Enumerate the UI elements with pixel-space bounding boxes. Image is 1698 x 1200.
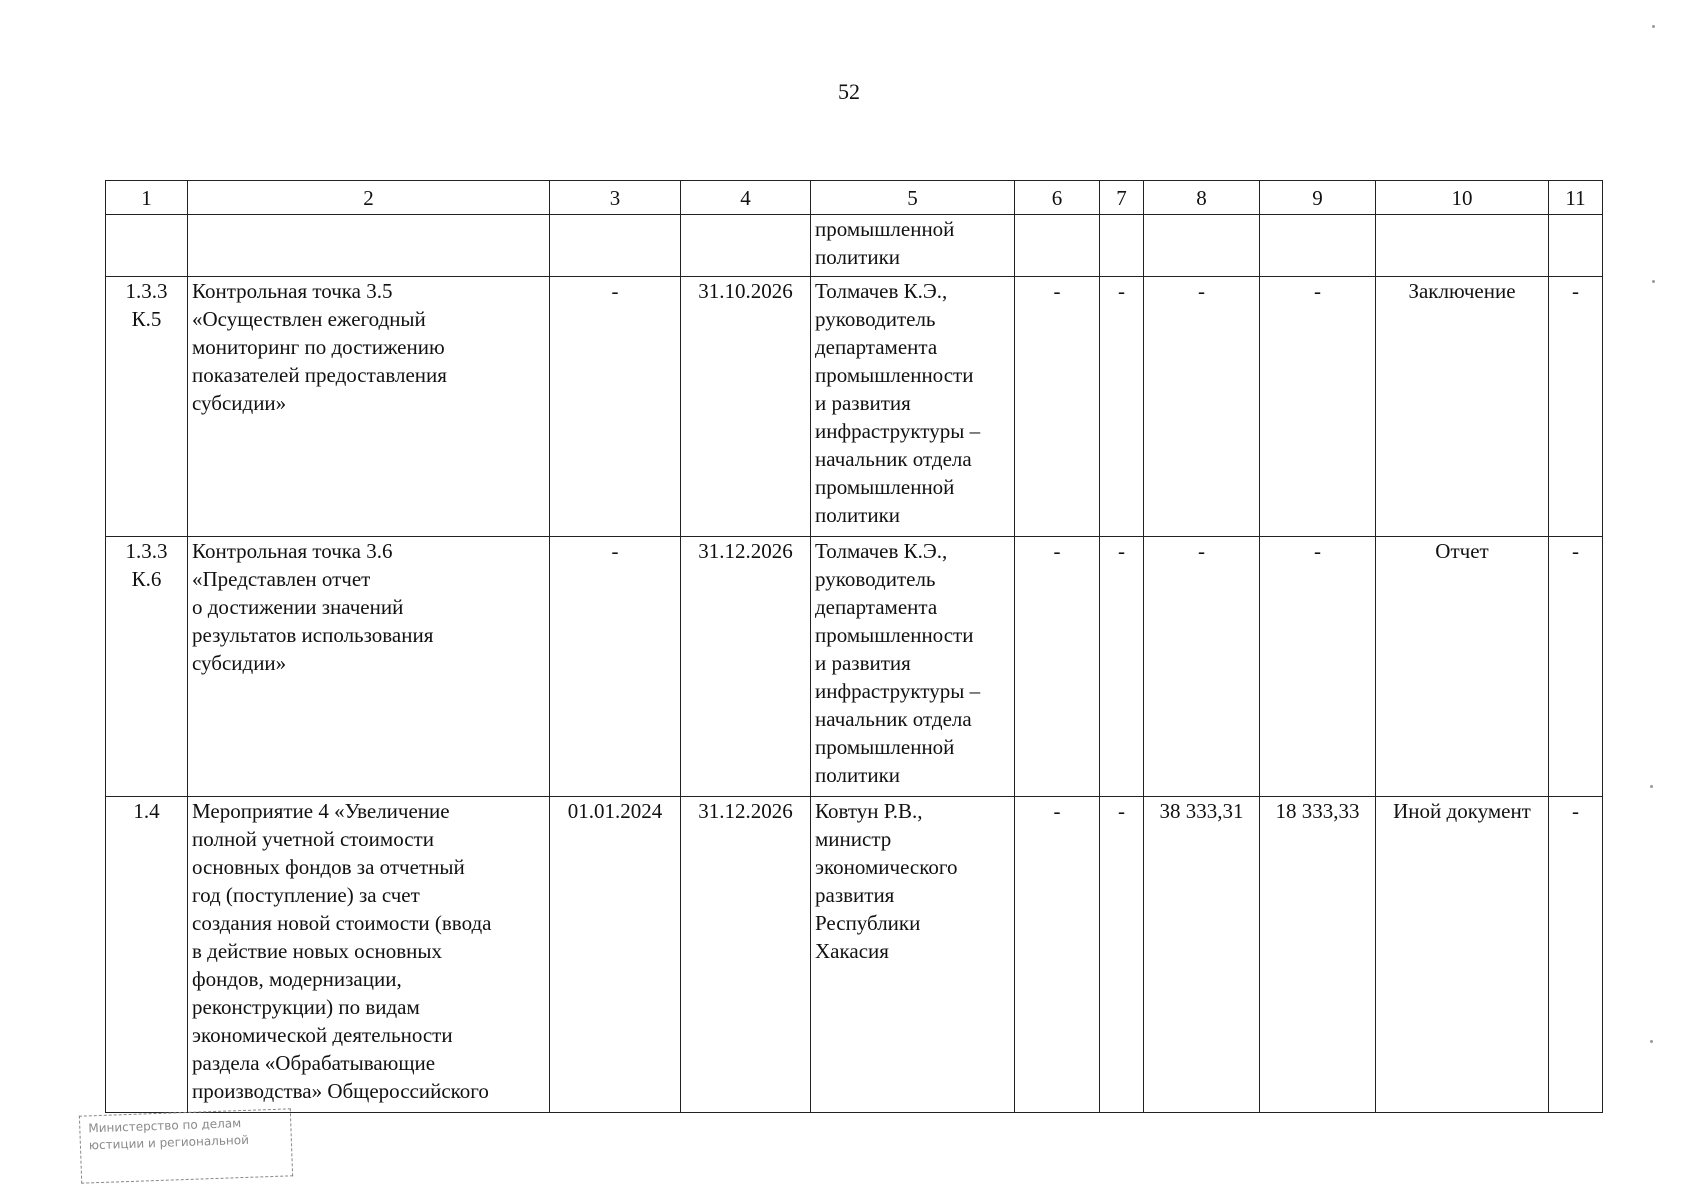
responsible-cell: промышленной политики (811, 215, 1015, 277)
item-name-cell: Контрольная точка 3.5 «Осуществлен ежегодный мониторинг по достижению показателей предоставления субсидии» (188, 277, 550, 537)
end-date-cell: 31.12.2026 (681, 797, 811, 1113)
item-name-cell (188, 215, 550, 277)
col7-cell: - (1100, 277, 1144, 537)
table-row (106, 537, 1603, 797)
column-number: 6 (1015, 181, 1100, 215)
scan-dot (1650, 1040, 1653, 1043)
column-number: 4 (681, 181, 811, 215)
responsible-cell: Толмачев К.Э., руководитель департамента промышленности и развития инфраструктуры – начальник отдела промышленной политики (811, 277, 1015, 537)
registration-stamp (79, 1108, 293, 1183)
column-number: 3 (550, 181, 681, 215)
col6-cell: - (1015, 537, 1100, 797)
col7-cell: - (1100, 537, 1144, 797)
column-number: 10 (1376, 181, 1549, 215)
plan-table (105, 180, 1603, 1113)
scan-dot (1652, 25, 1655, 28)
column-number: 11 (1549, 181, 1603, 215)
col7-cell: - (1100, 797, 1144, 1113)
col8-cell: - (1144, 537, 1260, 797)
start-date-cell: 01.01.2024 (550, 797, 681, 1113)
end-date-cell: 31.10.2026 (681, 277, 811, 537)
column-number-row (106, 181, 1603, 215)
scan-dot (1652, 280, 1655, 283)
col8-cell: - (1144, 277, 1260, 537)
col8-cell: 38 333,31 (1144, 797, 1260, 1113)
table-row (106, 215, 1603, 277)
column-number: 2 (188, 181, 550, 215)
document-type-cell: Заключение (1376, 277, 1549, 537)
col7-cell (1100, 215, 1144, 277)
table-row (106, 797, 1603, 1113)
start-date-cell (550, 215, 681, 277)
responsible-cell: Ковтун Р.В., министр экономического развития Республики Хакасия (811, 797, 1015, 1113)
col11-cell: - (1549, 797, 1603, 1113)
document-type-cell: Отчет (1376, 537, 1549, 797)
start-date-cell: - (550, 277, 681, 537)
table-row (106, 277, 1603, 537)
stamp-line: юстиции и региональной (88, 1132, 250, 1153)
column-number: 9 (1260, 181, 1376, 215)
item-number-cell: 1.3.3 К.6 (106, 537, 188, 797)
col11-cell (1549, 215, 1603, 277)
column-number: 7 (1100, 181, 1144, 215)
item-number-cell (106, 215, 188, 277)
page-number: 52 (838, 79, 860, 104)
column-number: 1 (106, 181, 188, 215)
item-name-cell: Мероприятие 4 «Увеличение полной учетной стоимости основных фондов за отчетный год (поступление) за счет создания новой стоимости (ввода в действие новых основных фондов, модернизации, реконструкции) по видам экономической деятельности раздела «Обрабатывающие производства» Общероссийского (188, 797, 550, 1113)
responsible-cell: Толмачев К.Э., руководитель департамента промышленности и развития инфраструктуры – начальник отдела промышленной политики (811, 537, 1015, 797)
col9-cell: - (1260, 277, 1376, 537)
column-number: 5 (811, 181, 1015, 215)
col6-cell: - (1015, 797, 1100, 1113)
col9-cell: 18 333,33 (1260, 797, 1376, 1113)
col8-cell (1144, 215, 1260, 277)
scan-dot (1650, 785, 1653, 788)
column-number: 8 (1144, 181, 1260, 215)
col9-cell (1260, 215, 1376, 277)
col6-cell (1015, 215, 1100, 277)
end-date-cell: 31.12.2026 (681, 537, 811, 797)
end-date-cell (681, 215, 811, 277)
stamp-line: Министерство по делам (88, 1116, 242, 1136)
col9-cell: - (1260, 537, 1376, 797)
start-date-cell: - (550, 537, 681, 797)
item-name-cell: Контрольная точка 3.6 «Представлен отчет о достижении значений результатов использования субсидии» (188, 537, 550, 797)
col11-cell: - (1549, 277, 1603, 537)
item-number-cell: 1.3.3 К.5 (106, 277, 188, 537)
document-type-cell: Иной документ (1376, 797, 1549, 1113)
item-number-cell: 1.4 (106, 797, 188, 1113)
col6-cell: - (1015, 277, 1100, 537)
document-type-cell (1376, 215, 1549, 277)
col11-cell: - (1549, 537, 1603, 797)
